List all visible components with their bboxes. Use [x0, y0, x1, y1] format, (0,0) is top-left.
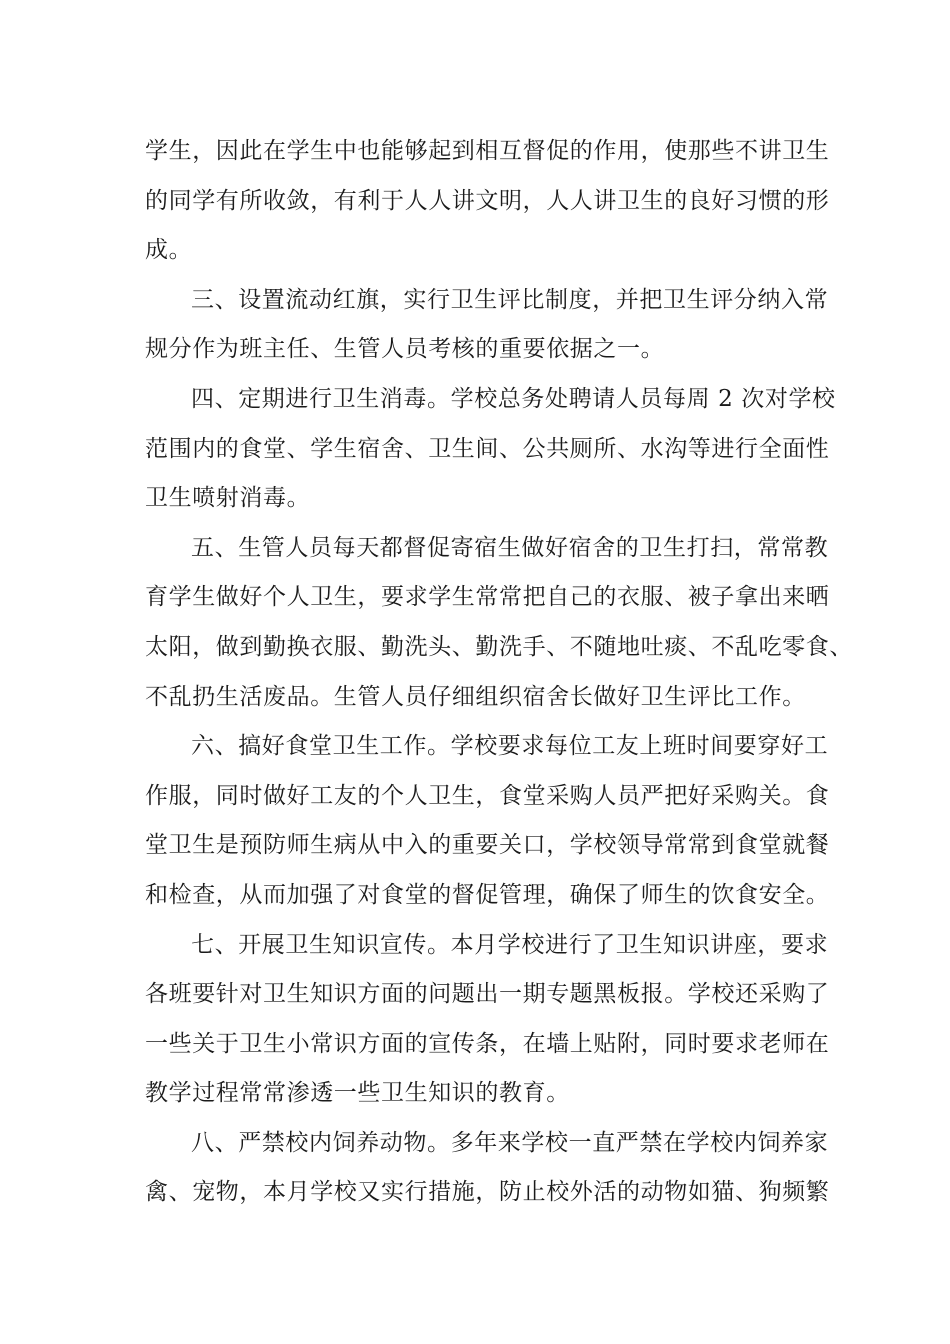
paragraph-first-line: 七、开展卫生知识宣传。本月学校进行了卫生知识讲座，要求: [191, 931, 829, 958]
paragraph-first-line: 五、生管人员每天都督促寄宿生做好宿舍的卫生打扫，常常教: [191, 534, 829, 561]
text-line: 育学生做好个人卫生，要求学生常常把自己的衣服、被子拿出来晒: [145, 584, 830, 611]
text-line: 作服，同时做好工友的个人卫生，食堂采购人员严把好采购关。食: [145, 782, 830, 809]
text-line: 太阳，做到勤换衣服、勤洗头、勤洗手、不随地吐痰、不乱吃零食、: [145, 633, 853, 660]
text-line: 成。: [145, 237, 193, 264]
paragraph-first-line: 四、定期进行卫生消毒。学校总务处聘请人员每周 2 次对学校: [191, 385, 836, 412]
text-line: 禽、宠物，本月学校又实行措施，防止校外活的动物如猫、狗频繁: [145, 1179, 830, 1206]
body-text: [145, 127, 853, 1218]
paragraph-first-line: 八、严禁校内饲养动物。多年来学校一直严禁在学校内饲养家: [191, 1129, 829, 1156]
text-line: 堂卫生是预防师生病从中入的重要关口，学校领导常常到食堂就餐: [145, 832, 830, 859]
text-line: 各班要针对卫生知识方面的问题出一期专题黑板报。学校还采购了: [145, 981, 830, 1008]
text-line: 范围内的食堂、学生宿舍、卫生间、公共厕所、水沟等进行全面性: [145, 435, 830, 462]
text-line: 不乱扔生活废品。生管人员仔细组织宿舍长做好卫生评比工作。: [145, 683, 806, 710]
text-line: 教学过程常常渗透一些卫生知识的教育。: [145, 1080, 570, 1107]
text-line: 卫生喷射消毒。: [145, 485, 311, 512]
paragraph-first-line: 三、设置流动红旗，实行卫生评比制度，并把卫生评分纳入常: [191, 286, 829, 313]
text-line: 学生，因此在学生中也能够起到相互督促的作用，使那些不讲卫生: [145, 138, 830, 164]
text-line: 和检查，从而加强了对食堂的督促管理，确保了师生的饮食安全。: [145, 881, 830, 908]
text-line: 规分作为班主任、生管人员考核的重要依据之一。: [145, 336, 665, 363]
text-line: 一些关于卫生小常识方面的宣传条，在墙上贴附，同时要求老师在: [145, 1030, 830, 1057]
text-line: 的同学有所收敛，有利于人人讲文明，人人讲卫生的良好习惯的形: [145, 187, 830, 214]
paragraph-first-line: 六、搞好食堂卫生工作。学校要求每位工友上班时间要穿好工: [191, 733, 829, 760]
